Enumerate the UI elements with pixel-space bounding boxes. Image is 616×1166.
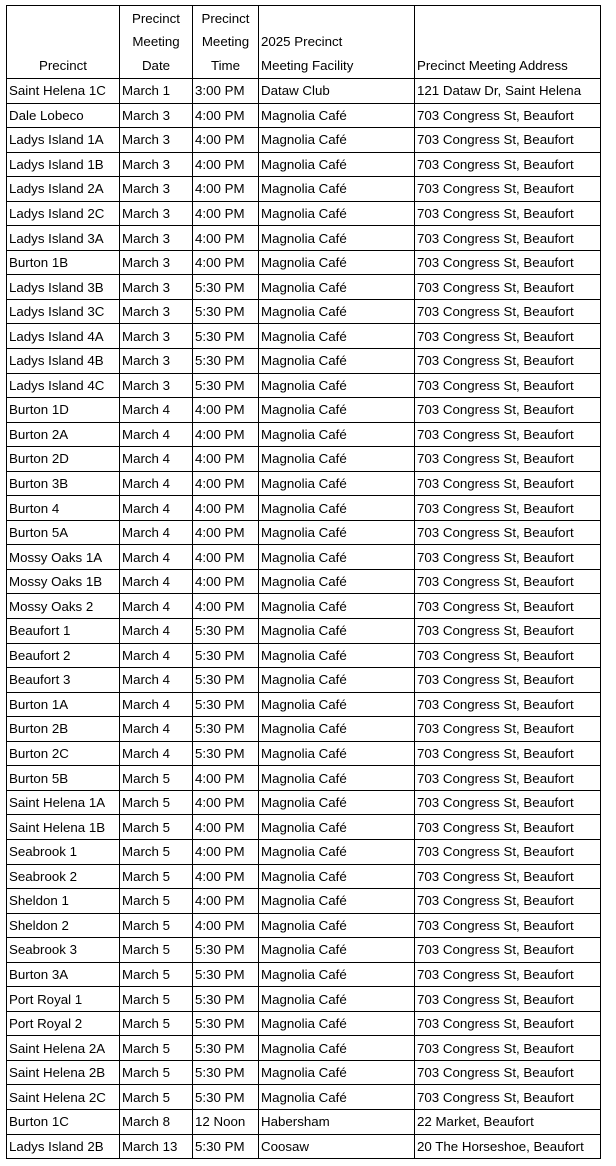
date-cell: March 5	[120, 839, 193, 864]
facility-cell: Magnolia Café	[259, 373, 415, 398]
time-cell: 4:00 PM	[193, 398, 259, 423]
precinct-cell: Seabrook 2	[7, 864, 120, 889]
precinct-cell: Saint Helena 1C	[7, 79, 120, 104]
precinct-cell: Saint Helena 1B	[7, 815, 120, 840]
time-cell: 5:30 PM	[193, 1134, 259, 1159]
table-row	[7, 962, 601, 987]
facility-cell: Magnolia Café	[259, 201, 415, 226]
facility-cell: Magnolia Café	[259, 398, 415, 423]
date-cell: March 4	[120, 422, 193, 447]
time-cell: 5:30 PM	[193, 987, 259, 1012]
header-meeting-date: Precinct Meeting Date	[120, 6, 193, 79]
precinct-cell: Beaufort 2	[7, 643, 120, 668]
date-cell: March 3	[120, 177, 193, 202]
address-cell: 703 Congress St, Beaufort	[415, 324, 601, 349]
precinct-cell: Burton 2A	[7, 422, 120, 447]
date-cell: March 5	[120, 815, 193, 840]
facility-cell: Magnolia Café	[259, 349, 415, 374]
facility-cell: Magnolia Café	[259, 447, 415, 472]
precinct-cell: Burton 2C	[7, 741, 120, 766]
address-cell: 703 Congress St, Beaufort	[415, 938, 601, 963]
facility-cell: Magnolia Café	[259, 152, 415, 177]
time-cell: 4:00 PM	[193, 177, 259, 202]
facility-cell: Magnolia Café	[259, 790, 415, 815]
address-cell: 703 Congress St, Beaufort	[415, 1011, 601, 1036]
time-cell: 4:00 PM	[193, 545, 259, 570]
address-cell: 703 Congress St, Beaufort	[415, 962, 601, 987]
facility-cell: Magnolia Café	[259, 128, 415, 153]
date-cell: March 5	[120, 1060, 193, 1085]
time-cell: 4:00 PM	[193, 103, 259, 128]
date-cell: March 5	[120, 864, 193, 889]
date-cell: March 1	[120, 79, 193, 104]
facility-cell: Magnolia Café	[259, 962, 415, 987]
table-row	[7, 349, 601, 374]
precinct-cell: Mossy Oaks 2	[7, 594, 120, 619]
date-cell: March 4	[120, 398, 193, 423]
time-cell: 4:00 PM	[193, 594, 259, 619]
table-row	[7, 496, 601, 521]
facility-cell: Magnolia Café	[259, 545, 415, 570]
table-row	[7, 545, 601, 570]
address-cell: 703 Congress St, Beaufort	[415, 594, 601, 619]
facility-cell: Magnolia Café	[259, 987, 415, 1012]
date-cell: March 4	[120, 496, 193, 521]
date-cell: March 3	[120, 201, 193, 226]
precinct-cell: Ladys Island 2B	[7, 1134, 120, 1159]
table-row	[7, 692, 601, 717]
table-row	[7, 619, 601, 644]
time-cell: 4:00 PM	[193, 128, 259, 153]
facility-cell: Magnolia Café	[259, 324, 415, 349]
facility-cell: Magnolia Café	[259, 471, 415, 496]
address-cell: 22 Market, Beaufort	[415, 1109, 601, 1134]
precinct-cell: Saint Helena 1A	[7, 790, 120, 815]
table-row	[7, 1085, 601, 1110]
time-cell: 4:00 PM	[193, 790, 259, 815]
table-row	[7, 790, 601, 815]
address-cell: 703 Congress St, Beaufort	[415, 864, 601, 889]
address-cell: 703 Congress St, Beaufort	[415, 717, 601, 742]
table-row	[7, 987, 601, 1012]
table-row	[7, 668, 601, 693]
precinct-cell: Burton 1A	[7, 692, 120, 717]
precinct-cell: Ladys Island 1B	[7, 152, 120, 177]
time-cell: 5:30 PM	[193, 275, 259, 300]
date-cell: March 3	[120, 299, 193, 324]
date-cell: March 3	[120, 152, 193, 177]
address-cell: 703 Congress St, Beaufort	[415, 619, 601, 644]
date-cell: March 4	[120, 619, 193, 644]
facility-cell: Magnolia Café	[259, 177, 415, 202]
precinct-cell: Burton 2D	[7, 447, 120, 472]
table-row	[7, 128, 601, 153]
date-cell: March 4	[120, 594, 193, 619]
time-cell: 4:00 PM	[193, 569, 259, 594]
address-cell: 703 Congress St, Beaufort	[415, 471, 601, 496]
facility-cell: Magnolia Café	[259, 815, 415, 840]
time-cell: 4:00 PM	[193, 422, 259, 447]
precinct-cell: Burton 5B	[7, 766, 120, 791]
time-cell: 4:00 PM	[193, 471, 259, 496]
time-cell: 4:00 PM	[193, 766, 259, 791]
address-cell: 703 Congress St, Beaufort	[415, 1036, 601, 1061]
precinct-cell: Saint Helena 2C	[7, 1085, 120, 1110]
address-cell: 703 Congress St, Beaufort	[415, 398, 601, 423]
precinct-cell: Mossy Oaks 1B	[7, 569, 120, 594]
time-cell: 4:00 PM	[193, 889, 259, 914]
address-cell: 703 Congress St, Beaufort	[415, 275, 601, 300]
address-cell: 703 Congress St, Beaufort	[415, 177, 601, 202]
address-cell: 703 Congress St, Beaufort	[415, 349, 601, 374]
address-cell: 703 Congress St, Beaufort	[415, 1060, 601, 1085]
table-row	[7, 1060, 601, 1085]
time-cell: 4:00 PM	[193, 864, 259, 889]
time-cell: 12 Noon	[193, 1109, 259, 1134]
date-cell: March 3	[120, 373, 193, 398]
facility-cell: Magnolia Café	[259, 496, 415, 521]
precinct-cell: Burton 1D	[7, 398, 120, 423]
precinct-cell: Ladys Island 2A	[7, 177, 120, 202]
precinct-cell: Port Royal 2	[7, 1011, 120, 1036]
precinct-cell: Burton 5A	[7, 520, 120, 545]
address-cell: 703 Congress St, Beaufort	[415, 152, 601, 177]
header-precinct: Precinct	[7, 6, 120, 79]
date-cell: March 3	[120, 324, 193, 349]
precinct-cell: Beaufort 1	[7, 619, 120, 644]
precinct-cell: Port Royal 1	[7, 987, 120, 1012]
facility-cell: Magnolia Café	[259, 889, 415, 914]
address-cell: 703 Congress St, Beaufort	[415, 668, 601, 693]
precinct-cell: Seabrook 3	[7, 938, 120, 963]
date-cell: March 5	[120, 938, 193, 963]
precinct-cell: Burton 1C	[7, 1109, 120, 1134]
precinct-cell: Ladys Island 3A	[7, 226, 120, 251]
address-cell: 703 Congress St, Beaufort	[415, 496, 601, 521]
precinct-cell: Burton 3A	[7, 962, 120, 987]
time-cell: 4:00 PM	[193, 839, 259, 864]
address-cell: 703 Congress St, Beaufort	[415, 373, 601, 398]
time-cell: 5:30 PM	[193, 299, 259, 324]
table-row	[7, 250, 601, 275]
precinct-cell: Seabrook 1	[7, 839, 120, 864]
address-cell: 703 Congress St, Beaufort	[415, 422, 601, 447]
facility-cell: Magnolia Café	[259, 643, 415, 668]
precinct-cell: Ladys Island 4A	[7, 324, 120, 349]
precinct-cell: Saint Helena 2A	[7, 1036, 120, 1061]
date-cell: March 4	[120, 545, 193, 570]
table-row	[7, 1109, 601, 1134]
table-row	[7, 938, 601, 963]
address-cell: 703 Congress St, Beaufort	[415, 741, 601, 766]
date-cell: March 3	[120, 250, 193, 275]
header-meeting-time: Precinct Meeting Time	[193, 6, 259, 79]
precinct-meeting-table	[6, 5, 601, 1159]
facility-cell: Magnolia Café	[259, 1060, 415, 1085]
table-row	[7, 177, 601, 202]
precinct-cell: Beaufort 3	[7, 668, 120, 693]
table-row	[7, 766, 601, 791]
address-cell: 703 Congress St, Beaufort	[415, 913, 601, 938]
table-row	[7, 643, 601, 668]
table-row	[7, 839, 601, 864]
date-cell: March 5	[120, 766, 193, 791]
address-cell: 703 Congress St, Beaufort	[415, 569, 601, 594]
precinct-cell: Burton 2B	[7, 717, 120, 742]
time-cell: 5:30 PM	[193, 643, 259, 668]
time-cell: 5:30 PM	[193, 324, 259, 349]
date-cell: March 5	[120, 987, 193, 1012]
time-cell: 5:30 PM	[193, 962, 259, 987]
date-cell: March 5	[120, 1085, 193, 1110]
date-cell: March 5	[120, 913, 193, 938]
table-row	[7, 815, 601, 840]
date-cell: March 4	[120, 741, 193, 766]
precinct-cell: Ladys Island 4C	[7, 373, 120, 398]
facility-cell: Magnolia Café	[259, 692, 415, 717]
time-cell: 4:00 PM	[193, 913, 259, 938]
precinct-cell: Burton 4	[7, 496, 120, 521]
time-cell: 5:30 PM	[193, 692, 259, 717]
table-row	[7, 152, 601, 177]
table-row	[7, 889, 601, 914]
time-cell: 5:30 PM	[193, 349, 259, 374]
date-cell: March 3	[120, 226, 193, 251]
time-cell: 5:30 PM	[193, 1085, 259, 1110]
precinct-cell: Sheldon 1	[7, 889, 120, 914]
date-cell: March 5	[120, 790, 193, 815]
facility-cell: Magnolia Café	[259, 913, 415, 938]
table-row	[7, 1036, 601, 1061]
table-row	[7, 594, 601, 619]
facility-cell: Magnolia Café	[259, 299, 415, 324]
time-cell: 4:00 PM	[193, 226, 259, 251]
facility-cell: Dataw Club	[259, 79, 415, 104]
precinct-cell: Ladys Island 3B	[7, 275, 120, 300]
facility-cell: Magnolia Café	[259, 275, 415, 300]
date-cell: March 13	[120, 1134, 193, 1159]
table-row	[7, 717, 601, 742]
time-cell: 5:30 PM	[193, 1011, 259, 1036]
facility-cell: Magnolia Café	[259, 864, 415, 889]
precinct-cell: Ladys Island 2C	[7, 201, 120, 226]
facility-cell: Magnolia Café	[259, 422, 415, 447]
date-cell: March 5	[120, 962, 193, 987]
table-row	[7, 226, 601, 251]
facility-cell: Magnolia Café	[259, 1011, 415, 1036]
facility-cell: Magnolia Café	[259, 250, 415, 275]
date-cell: March 3	[120, 349, 193, 374]
header-row	[7, 6, 601, 79]
facility-cell: Magnolia Café	[259, 520, 415, 545]
address-cell: 703 Congress St, Beaufort	[415, 839, 601, 864]
header-meeting-facility: 2025 Precinct Meeting Facility	[259, 6, 415, 79]
address-cell: 703 Congress St, Beaufort	[415, 447, 601, 472]
precinct-cell: Sheldon 2	[7, 913, 120, 938]
date-cell: March 5	[120, 889, 193, 914]
address-cell: 703 Congress St, Beaufort	[415, 815, 601, 840]
precinct-cell: Burton 3B	[7, 471, 120, 496]
date-cell: March 3	[120, 275, 193, 300]
time-cell: 5:30 PM	[193, 1060, 259, 1085]
address-cell: 703 Congress St, Beaufort	[415, 103, 601, 128]
facility-cell: Habersham	[259, 1109, 415, 1134]
address-cell: 703 Congress St, Beaufort	[415, 766, 601, 791]
table-row	[7, 275, 601, 300]
address-cell: 703 Congress St, Beaufort	[415, 520, 601, 545]
date-cell: March 4	[120, 447, 193, 472]
address-cell: 703 Congress St, Beaufort	[415, 987, 601, 1012]
time-cell: 4:00 PM	[193, 250, 259, 275]
facility-cell: Magnolia Café	[259, 619, 415, 644]
time-cell: 5:30 PM	[193, 1036, 259, 1061]
date-cell: March 4	[120, 717, 193, 742]
address-cell: 703 Congress St, Beaufort	[415, 545, 601, 570]
table-body	[7, 79, 601, 1159]
address-cell: 703 Congress St, Beaufort	[415, 201, 601, 226]
table-row	[7, 864, 601, 889]
address-cell: 703 Congress St, Beaufort	[415, 299, 601, 324]
table-row	[7, 373, 601, 398]
precinct-cell: Mossy Oaks 1A	[7, 545, 120, 570]
date-cell: March 4	[120, 569, 193, 594]
address-cell: 703 Congress St, Beaufort	[415, 889, 601, 914]
time-cell: 5:30 PM	[193, 373, 259, 398]
time-cell: 4:00 PM	[193, 496, 259, 521]
address-cell: 703 Congress St, Beaufort	[415, 643, 601, 668]
facility-cell: Magnolia Café	[259, 226, 415, 251]
table-row	[7, 398, 601, 423]
address-cell: 703 Congress St, Beaufort	[415, 790, 601, 815]
table-row	[7, 447, 601, 472]
table-row	[7, 422, 601, 447]
table-row	[7, 1011, 601, 1036]
date-cell: March 3	[120, 103, 193, 128]
table-row	[7, 471, 601, 496]
facility-cell: Magnolia Café	[259, 1036, 415, 1061]
table-row	[7, 520, 601, 545]
facility-cell: Magnolia Café	[259, 717, 415, 742]
time-cell: 4:00 PM	[193, 447, 259, 472]
address-cell: 703 Congress St, Beaufort	[415, 1085, 601, 1110]
table-row	[7, 913, 601, 938]
facility-cell: Magnolia Café	[259, 569, 415, 594]
precinct-cell: Ladys Island 4B	[7, 349, 120, 374]
address-cell: 703 Congress St, Beaufort	[415, 226, 601, 251]
time-cell: 5:30 PM	[193, 741, 259, 766]
time-cell: 5:30 PM	[193, 668, 259, 693]
precinct-cell: Burton 1B	[7, 250, 120, 275]
address-cell: 703 Congress St, Beaufort	[415, 692, 601, 717]
time-cell: 4:00 PM	[193, 520, 259, 545]
address-cell: 121 Dataw Dr, Saint Helena	[415, 79, 601, 104]
address-cell: 703 Congress St, Beaufort	[415, 128, 601, 153]
facility-cell: Magnolia Café	[259, 594, 415, 619]
facility-cell: Magnolia Café	[259, 839, 415, 864]
time-cell: 4:00 PM	[193, 815, 259, 840]
table-row	[7, 324, 601, 349]
date-cell: March 4	[120, 520, 193, 545]
table-row	[7, 1134, 601, 1159]
precinct-cell: Ladys Island 1A	[7, 128, 120, 153]
header-meeting-address: Precinct Meeting Address	[415, 6, 601, 79]
precinct-cell: Saint Helena 2B	[7, 1060, 120, 1085]
table-row	[7, 103, 601, 128]
facility-cell: Magnolia Café	[259, 938, 415, 963]
date-cell: March 4	[120, 471, 193, 496]
facility-cell: Coosaw	[259, 1134, 415, 1159]
table-row	[7, 741, 601, 766]
address-cell: 20 The Horseshoe, Beaufort	[415, 1134, 601, 1159]
date-cell: March 5	[120, 1011, 193, 1036]
facility-cell: Magnolia Café	[259, 766, 415, 791]
time-cell: 5:30 PM	[193, 619, 259, 644]
date-cell: March 8	[120, 1109, 193, 1134]
facility-cell: Magnolia Café	[259, 103, 415, 128]
precinct-cell: Ladys Island 3C	[7, 299, 120, 324]
time-cell: 3:00 PM	[193, 79, 259, 104]
facility-cell: Magnolia Café	[259, 741, 415, 766]
table-row	[7, 569, 601, 594]
date-cell: March 4	[120, 668, 193, 693]
time-cell: 4:00 PM	[193, 152, 259, 177]
table-row	[7, 201, 601, 226]
facility-cell: Magnolia Café	[259, 1085, 415, 1110]
time-cell: 4:00 PM	[193, 201, 259, 226]
time-cell: 5:30 PM	[193, 938, 259, 963]
date-cell: March 5	[120, 1036, 193, 1061]
address-cell: 703 Congress St, Beaufort	[415, 250, 601, 275]
table-row	[7, 79, 601, 104]
date-cell: March 4	[120, 643, 193, 668]
time-cell: 5:30 PM	[193, 717, 259, 742]
date-cell: March 3	[120, 128, 193, 153]
table-row	[7, 299, 601, 324]
facility-cell: Magnolia Café	[259, 668, 415, 693]
date-cell: March 4	[120, 692, 193, 717]
precinct-cell: Dale Lobeco	[7, 103, 120, 128]
